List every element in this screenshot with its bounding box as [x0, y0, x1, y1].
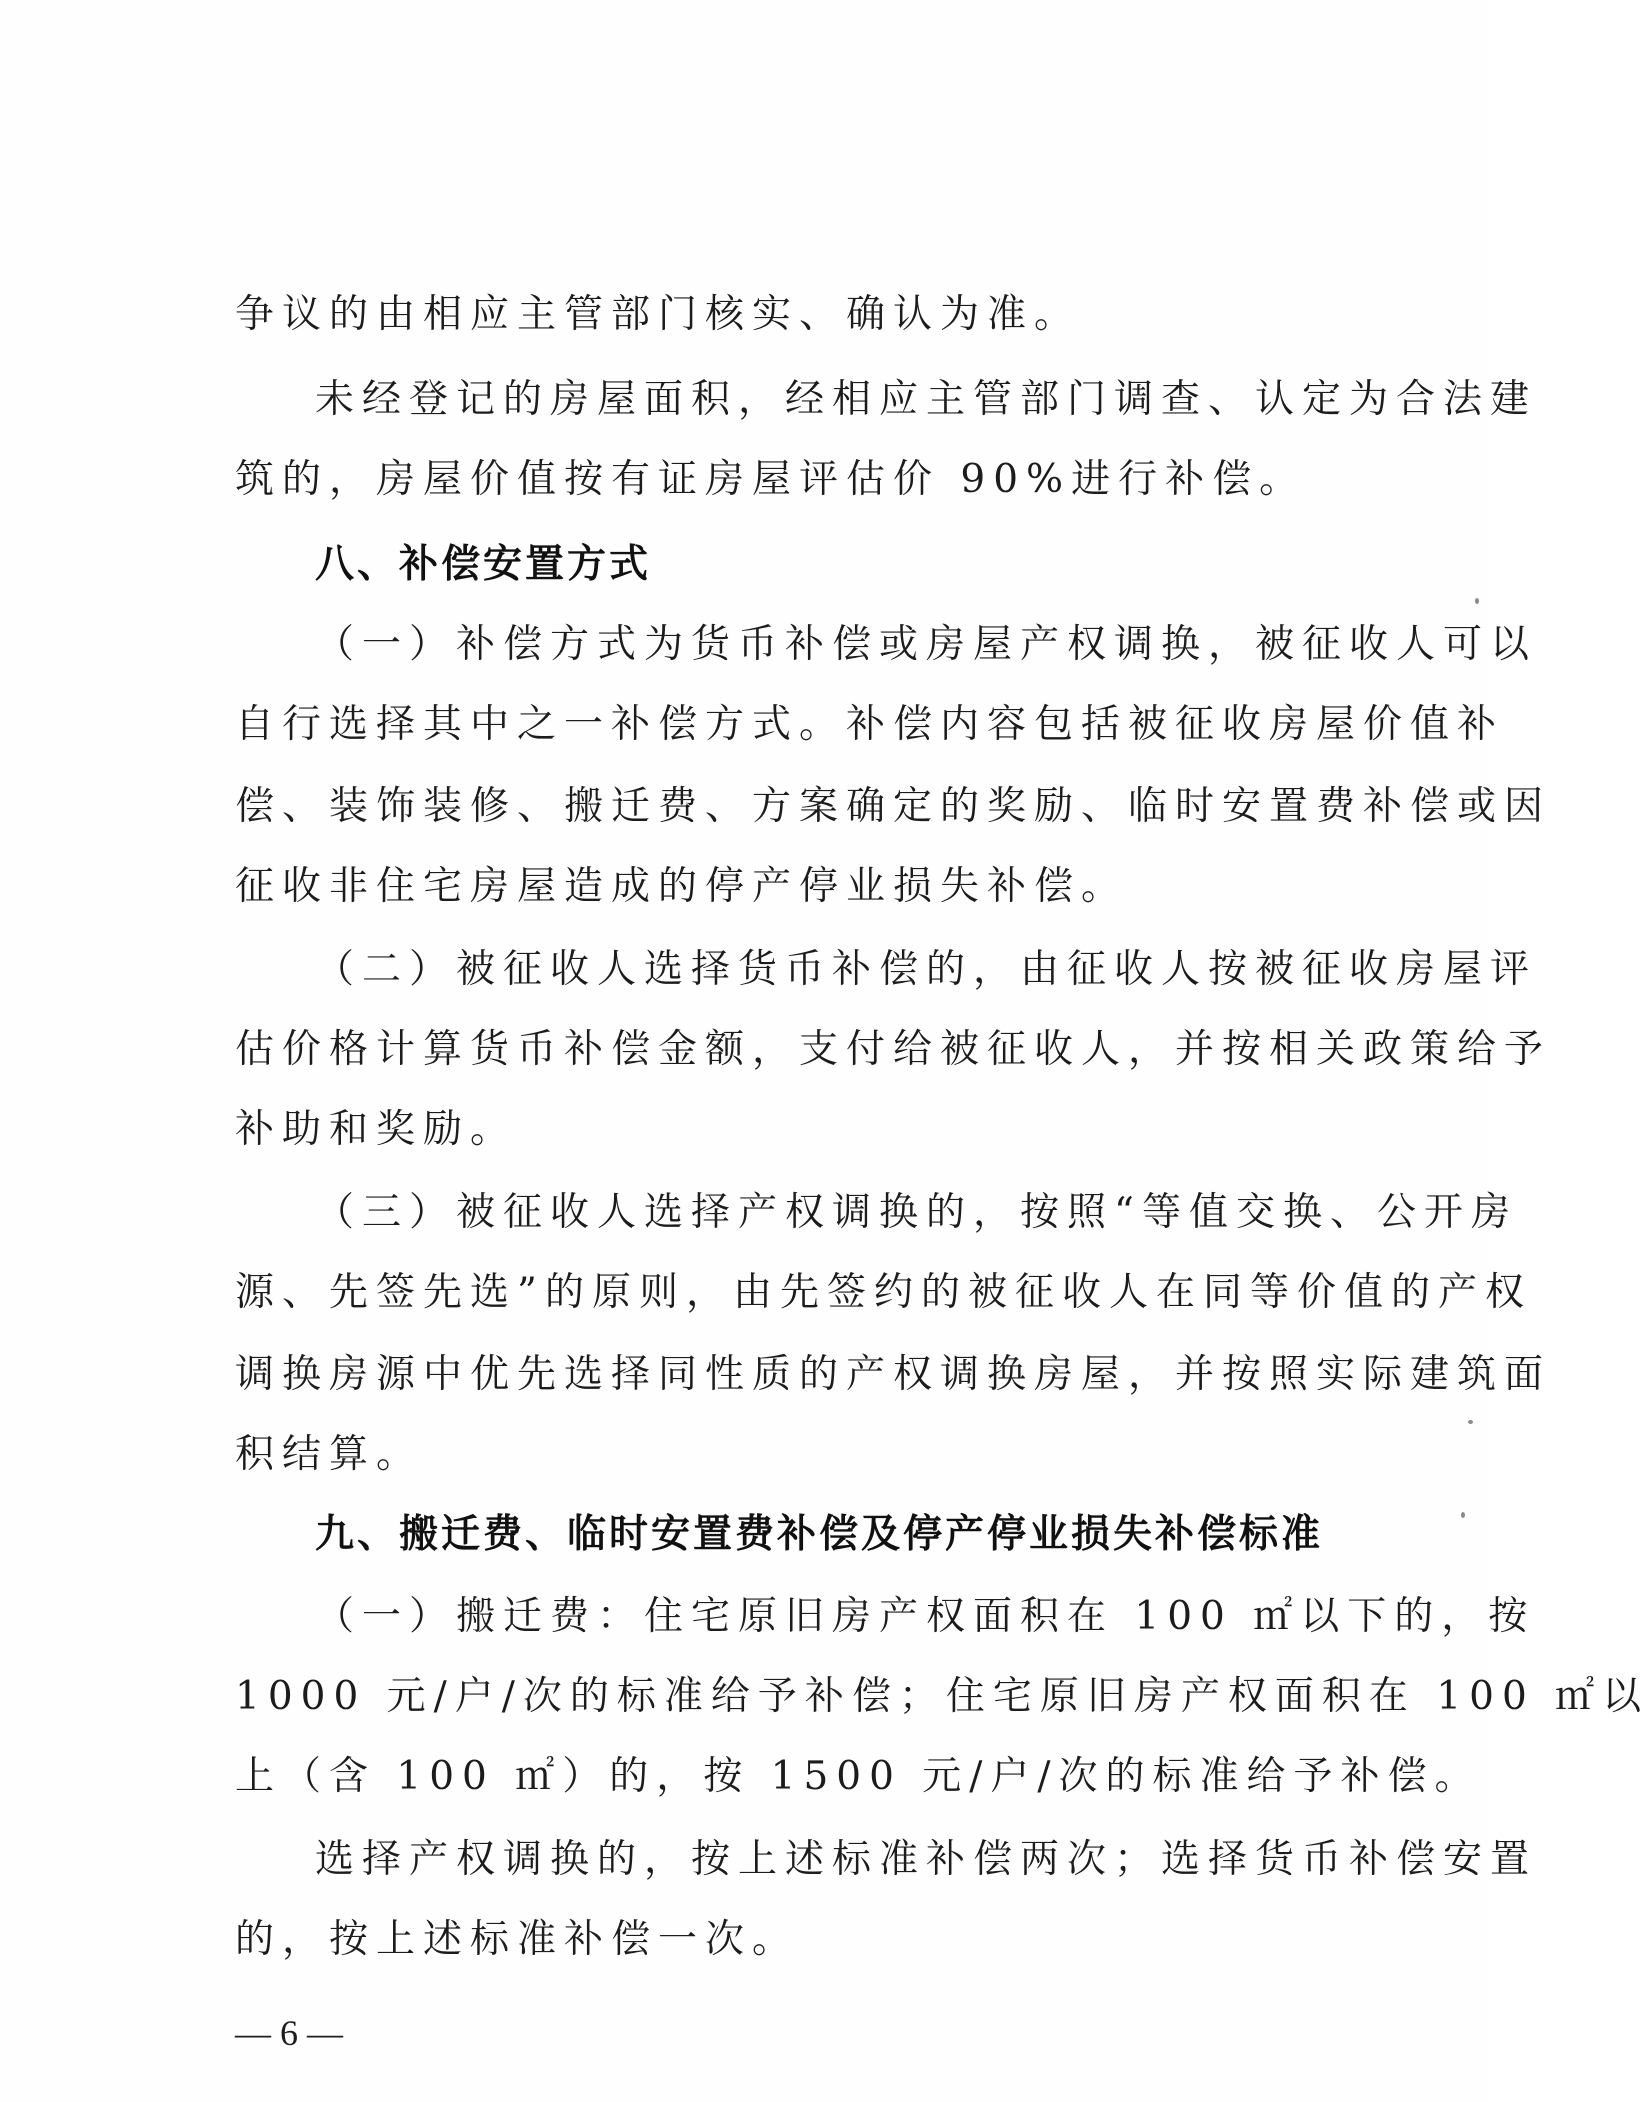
- text-line: 源、先签先选”的原则，由先签约的被征收人在同等价值的产权: [235, 1270, 1532, 1315]
- text-line: 调换房源中优先选择同性质的产权调换房屋，并按照实际建筑面: [235, 1352, 1552, 1397]
- text-line: 上（含 100 ㎡）的，按 1500 元/户/次的标准给予补偿。: [235, 1754, 1482, 1799]
- scan-speck: [1475, 598, 1479, 604]
- text-line: 筑的，房屋价值按有证房屋评估价 90%进行补偿。: [235, 457, 1307, 502]
- text-line: 补助和奖励。: [235, 1107, 518, 1152]
- scan-speck: [1461, 1512, 1465, 1518]
- page-number: — 6 —: [235, 2013, 343, 2053]
- text-line: 争议的由相应主管部门核实、确认为准。: [235, 292, 1082, 337]
- text-line: 选择产权调换的，按上述标准补偿两次；选择货币补偿安置: [315, 1837, 1538, 1882]
- text-line: 的，按上述标准补偿一次。: [235, 1917, 800, 1962]
- text-line: 1000 元/户/次的标准给予补偿；住宅原旧房产权面积在 100 ㎡以: [235, 1674, 1649, 1719]
- text-line: （二）被征收人选择货币补偿的，由征收人按被征收房屋评: [315, 947, 1538, 992]
- scan-speck: [1468, 1420, 1473, 1424]
- text-line: （一）补偿方式为货币补偿或房屋产权调换，被征收人可以: [315, 622, 1538, 667]
- text-line: 估价格计算货币补偿金额，支付给被征收人，并按相关政策给予: [235, 1027, 1552, 1072]
- text-line: （三）被征收人选择产权调换的，按照“等值交换、公开房: [315, 1190, 1518, 1235]
- text-line: （一）搬迁费：住宅原旧房产权面积在 100 ㎡以下的，按: [315, 1594, 1536, 1639]
- text-line: 偿、装饰装修、搬迁费、方案确定的奖励、临时安置费补偿或因: [235, 784, 1552, 829]
- text-line: 自行选择其中之一补偿方式。补偿内容包括被征收房屋价值补: [235, 702, 1505, 747]
- section-heading: 八、补偿安置方式: [315, 542, 652, 587]
- text-line: 未经登记的房屋面积，经相应主管部门调查、认定为合法建: [315, 377, 1538, 422]
- text-line: 征收非住宅房屋造成的停产停业损失补偿。: [235, 864, 1129, 909]
- section-heading: 九、搬迁费、临时安置费补偿及停产停业损失补偿标准: [315, 1512, 1324, 1557]
- text-line: 积结算。: [235, 1432, 424, 1477]
